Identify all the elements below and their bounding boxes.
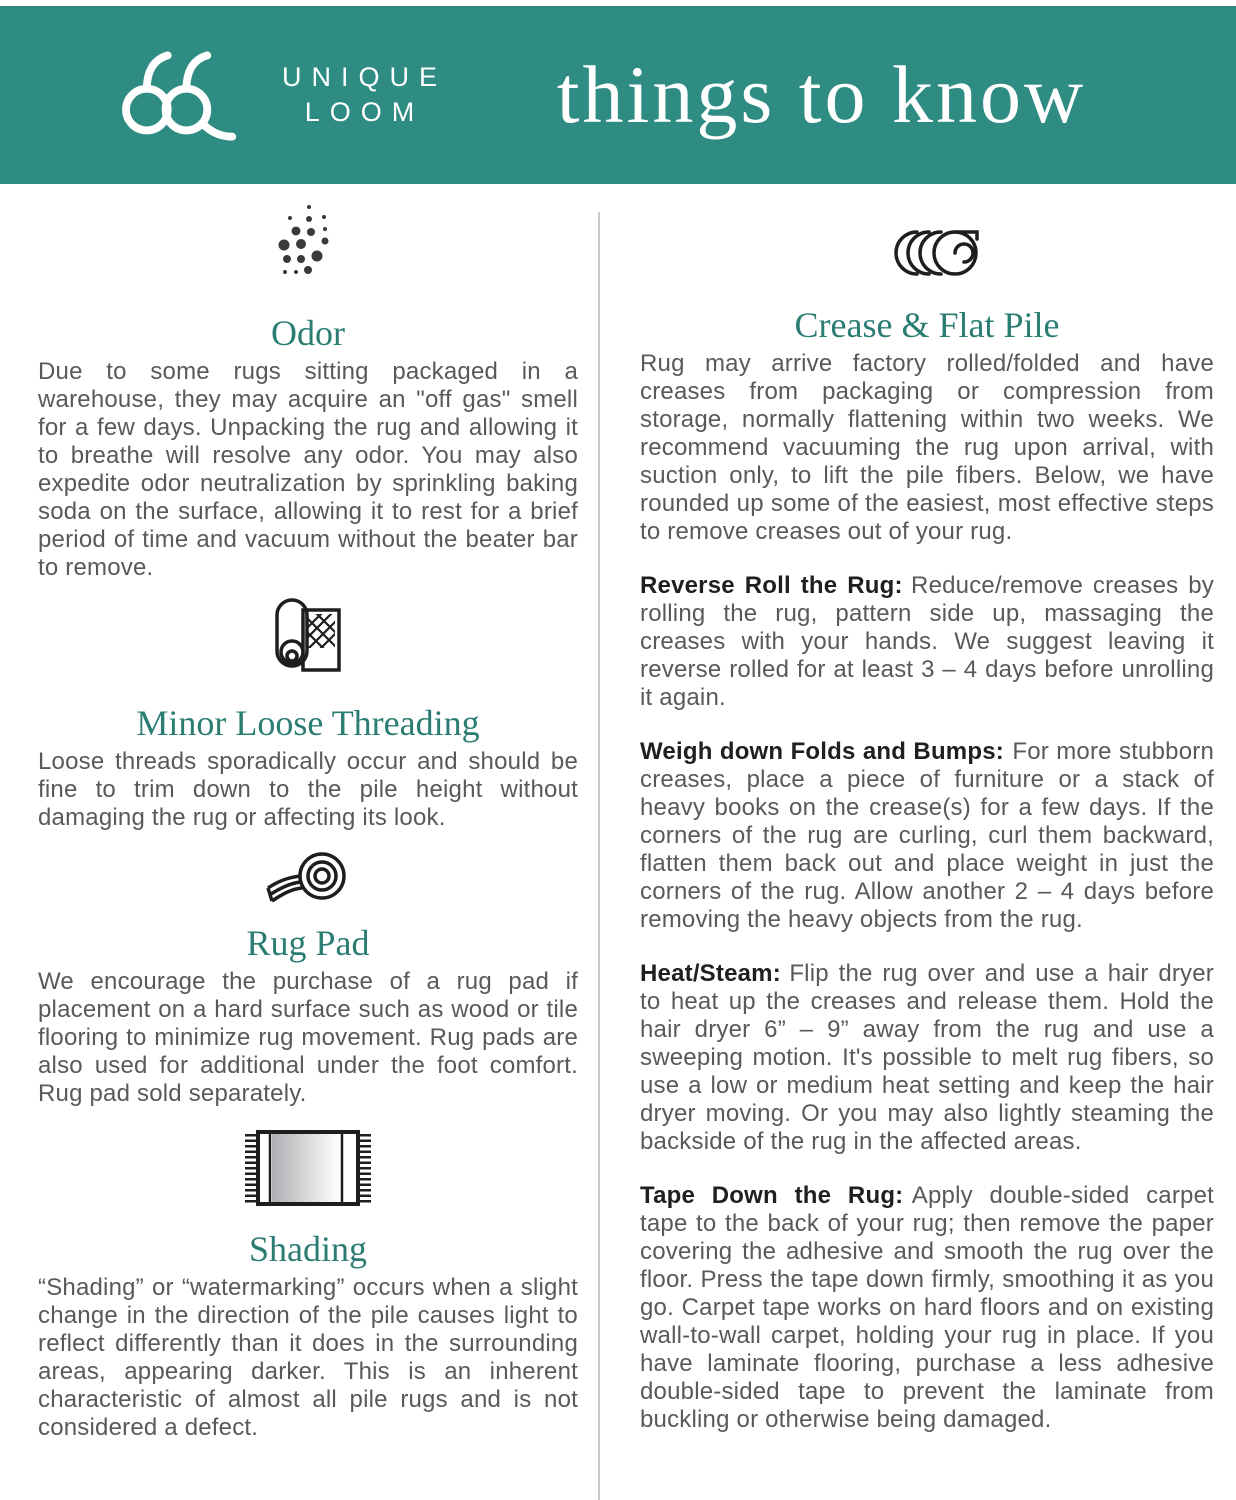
section-body-odor: Due to some rugs sitting packaged in a warehouse, they may acquire an "off gas" smell for a few days. Unpacking the rug and allowing it to breathe will resolve any odor. You may also expedite odor neutralization by sprinkling baking soda on the surface, allowing it to rest for a brief period of time and vacuum without the beater bar to remove.	[38, 358, 578, 581]
brand-line-1: UNIQUE	[282, 61, 448, 92]
section-body-rug-pad: We encourage the purchase of a rug pad if placement on a hard surface such as wood or tile flooring to minimize rug movement. Rug pads are also used for additional under the foot comfort. Rug pad sold separately.	[38, 968, 578, 1107]
tip-label-heat-steam: Heat/Steam:	[640, 960, 781, 987]
section-body-crease-intro: Rug may arrive factory rolled/folded and have creases from packaging or compression from storage, normally flattening within two weeks. We recommend vacuuming the rug upon arrival, with suction only, to lift the pile fibers. Below, we have rounded up some of the easiest, most effective steps to remove creases out of your rug.	[640, 350, 1214, 545]
section-title-odor: Odor	[271, 313, 345, 353]
section-rug-pad	[38, 848, 578, 1108]
section-title-shading: Shading	[248, 1229, 367, 1269]
tip-text-weigh-down: For more stubborn creases, place a piece of furniture or a stack of heavy books on the crease(s) for a few days. If the corners of the rug are curling, curl them backward, flatten them back out and place weight in just the corners of the rug. Allow another 2 – 4 days before removing the heavy objects from the rug.	[640, 738, 1214, 933]
brand	[96, 45, 447, 145]
brand-wordmark	[282, 60, 447, 130]
tip-weigh-down	[640, 738, 1214, 934]
tip-heat-steam	[640, 960, 1214, 1156]
section-title-loose-threading: Minor Loose Threading	[136, 703, 480, 743]
tip-tape-down	[640, 1182, 1214, 1434]
odor-particles-icon	[38, 200, 578, 296]
rolled-rug-side-icon	[640, 226, 1214, 280]
header-banner	[0, 6, 1236, 184]
tip-label-weigh-down: Weigh down Folds and Bumps:	[640, 738, 1004, 765]
tip-label-reverse-roll: Reverse Roll the Rug:	[640, 572, 903, 599]
section-crease-flat-pile	[640, 226, 1214, 1434]
section-shading	[38, 1126, 578, 1442]
section-loose-threading	[38, 596, 578, 832]
section-odor	[38, 200, 578, 582]
tip-text-reverse-roll: Reduce/remove creases by rolling the rug, pattern side up, massaging the creases with your hands. We suggest leaving it reverse rolled for at least 3 – 4 days before unrolling it again.	[640, 572, 1214, 711]
tip-text-heat-steam: Flip the rug over and use a hair dryer to heat up the creases and release them. Hold the hair dryer 6” – 9” away from the rug and use a sweeping motion. It's possible to melt rug fibers, so use a low or medium heat setting and keep the hair dryer moving. Or you may also lightly steaming the backside of the rug in the affected areas.	[640, 960, 1214, 1155]
unique-loom-logo-icon	[96, 45, 256, 145]
tip-text-tape-down: Apply double-sided carpet tape to the back of your rug; then remove the paper covering the adhesive and smooth the rug over the floor. Press the tape down firmly, smoothing it as you go. Carpet tape works on hard floors and on existing wall-to-wall carpet, holding your rug in place. If you have laminate flooring, purchase a less adhesive double-sided tape to prevent the laminate from buckling or otherwise being damaged.	[640, 1182, 1214, 1433]
page-title: things to know	[556, 49, 1087, 140]
shaded-rug-icon	[38, 1126, 578, 1212]
section-body-shading: “Shading” or “watermarking” occurs when a slight change in the direction of the pile causes light to reflect differently than it does in the surrounding areas, appearing darker. This is an inherent characteristic of almost all pile rugs and is not considered a defect.	[38, 1274, 578, 1441]
rug-pad-roll-icon	[38, 848, 578, 906]
left-column	[38, 200, 578, 1442]
right-column	[640, 226, 1214, 1434]
section-body-loose-threading: Loose threads sporadically occur and should be fine to trim down to the pile height without damaging the rug or affecting its look.	[38, 748, 578, 831]
rolled-rug-crosshatch-icon	[38, 596, 578, 686]
tip-reverse-roll	[640, 572, 1214, 712]
tip-label-tape-down: Tape Down the Rug:	[640, 1182, 904, 1209]
column-divider	[598, 212, 600, 1500]
section-title-crease: Crease & Flat Pile	[794, 305, 1060, 345]
section-title-rug-pad: Rug Pad	[246, 923, 370, 963]
brand-line-2: LOOM	[304, 97, 425, 127]
